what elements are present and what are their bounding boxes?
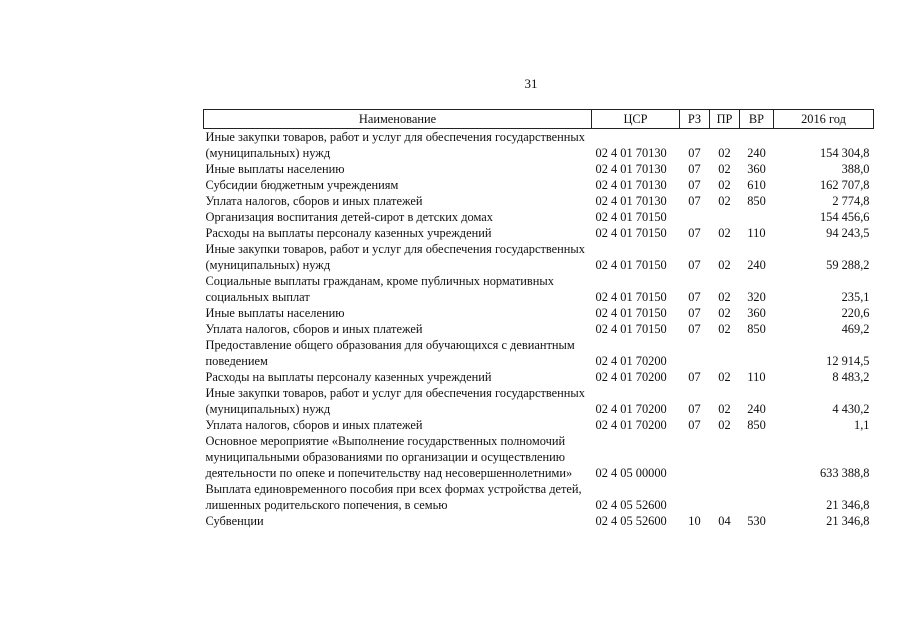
cell-vr: 360 <box>747 162 766 176</box>
cell-vr: 610 <box>747 178 766 192</box>
cell-pr: 02 <box>718 146 731 160</box>
cell-amount: 12 914,5 <box>826 354 870 368</box>
table-row <box>204 513 874 529</box>
cell-name: Организация воспитания детей-сирот в детских домах <box>205 210 493 224</box>
cell-amount: 388,0 <box>841 162 870 176</box>
cell-rz <box>680 337 710 369</box>
header-year: 2016 год <box>774 110 874 129</box>
cell-rz: 07 <box>688 194 701 208</box>
cell-name: Уплата налогов, сборов и иных платежей <box>205 322 423 336</box>
cell-rz <box>680 481 710 513</box>
cell-rz: 10 <box>688 514 701 528</box>
table-row <box>204 177 874 193</box>
cell-name: Социальные выплаты гражданам, кроме публичных нормативных социальных выплат <box>205 274 554 304</box>
table-row <box>204 321 874 337</box>
table-row <box>204 481 874 513</box>
cell-name: Субвенции <box>205 514 264 528</box>
cell-vr: 850 <box>747 194 766 208</box>
table-row <box>204 225 874 241</box>
cell-vr <box>740 481 774 513</box>
cell-rz: 07 <box>688 226 701 240</box>
cell-amount: 59 288,2 <box>826 258 870 272</box>
cell-rz: 07 <box>688 258 701 272</box>
cell-vr: 320 <box>747 290 766 304</box>
cell-amount: 4 430,2 <box>832 402 870 416</box>
cell-name: Иные выплаты населению <box>205 306 345 320</box>
cell-name: Иные закупки товаров, работ и услуг для обеспечения государственных (муниципальных) нужд <box>205 242 585 272</box>
cell-amount: 154 456,6 <box>819 210 870 224</box>
cell-pr: 02 <box>718 178 731 192</box>
cell-amount: 1,1 <box>854 418 870 432</box>
cell-rz: 07 <box>688 322 701 336</box>
cell-csr: 02 4 01 70200 <box>595 370 667 384</box>
cell-pr: 02 <box>718 418 731 432</box>
cell-vr: 240 <box>747 258 766 272</box>
cell-vr: 240 <box>747 402 766 416</box>
cell-name: Расходы на выплаты персоналу казенных учреждений <box>205 226 492 240</box>
cell-rz <box>680 209 710 225</box>
cell-vr <box>740 209 774 225</box>
table-row <box>204 305 874 321</box>
cell-pr: 02 <box>718 402 731 416</box>
cell-pr: 04 <box>718 514 731 528</box>
cell-pr: 02 <box>718 290 731 304</box>
cell-amount: 235,1 <box>841 290 870 304</box>
cell-pr <box>710 481 740 513</box>
cell-pr: 02 <box>718 226 731 240</box>
cell-csr: 02 4 01 70130 <box>595 194 667 208</box>
cell-csr: 02 4 01 70200 <box>595 402 667 416</box>
table-row <box>204 433 874 481</box>
cell-rz: 07 <box>688 290 701 304</box>
header-vr: ВР <box>740 110 774 129</box>
header-rz: РЗ <box>680 110 710 129</box>
cell-name: Иные выплаты населению <box>205 162 345 176</box>
table-body <box>204 129 874 530</box>
table-row <box>204 209 874 225</box>
cell-amount: 21 346,8 <box>826 514 870 528</box>
cell-csr: 02 4 01 70150 <box>595 306 667 320</box>
cell-csr: 02 4 01 70200 <box>595 418 667 432</box>
cell-name: Субсидии бюджетным учреждениям <box>205 178 399 192</box>
cell-pr: 02 <box>718 370 731 384</box>
cell-csr: 02 4 01 70130 <box>595 146 667 160</box>
table-row <box>204 273 874 305</box>
cell-csr: 02 4 01 70150 <box>595 226 667 240</box>
cell-amount: 2 774,8 <box>832 194 870 208</box>
cell-vr: 850 <box>747 418 766 432</box>
cell-pr: 02 <box>718 194 731 208</box>
table-row <box>204 417 874 433</box>
cell-rz: 07 <box>688 418 701 432</box>
cell-name: Расходы на выплаты персоналу казенных учреждений <box>205 370 492 384</box>
cell-csr: 02 4 05 52600 <box>595 498 667 512</box>
cell-rz: 07 <box>688 146 701 160</box>
cell-rz: 07 <box>688 306 701 320</box>
cell-pr <box>710 209 740 225</box>
cell-vr: 110 <box>747 370 766 384</box>
cell-name: Уплата налогов, сборов и иных платежей <box>205 418 423 432</box>
cell-amount: 94 243,5 <box>826 226 870 240</box>
cell-amount: 220,6 <box>841 306 870 320</box>
cell-name: Уплата налогов, сборов и иных платежей <box>205 194 423 208</box>
cell-amount: 21 346,8 <box>826 498 870 512</box>
cell-csr: 02 4 01 70200 <box>595 354 667 368</box>
header-csr: ЦСР <box>592 110 680 129</box>
table-row <box>204 129 874 162</box>
cell-vr <box>740 433 774 481</box>
cell-name: Иные закупки товаров, работ и услуг для обеспечения государственных (муниципальных) нужд <box>205 130 585 160</box>
cell-pr: 02 <box>718 258 731 272</box>
cell-name: Иные закупки товаров, работ и услуг для обеспечения государственных (муниципальных) нужд <box>205 386 585 416</box>
cell-vr <box>740 337 774 369</box>
cell-rz: 07 <box>688 178 701 192</box>
table-row <box>204 161 874 177</box>
cell-vr: 110 <box>747 226 766 240</box>
cell-rz: 07 <box>688 402 701 416</box>
header-pr: ПР <box>710 110 740 129</box>
table-row <box>204 337 874 369</box>
cell-rz: 07 <box>688 162 701 176</box>
page-number: 31 <box>524 76 538 91</box>
table-header-row <box>204 110 874 129</box>
cell-rz: 07 <box>688 370 701 384</box>
cell-vr: 850 <box>747 322 766 336</box>
cell-csr: 02 4 01 70150 <box>595 322 667 336</box>
cell-csr: 02 4 01 70150 <box>595 290 667 304</box>
budget-table <box>203 109 874 529</box>
cell-pr: 02 <box>718 322 731 336</box>
cell-pr <box>710 433 740 481</box>
cell-vr: 360 <box>747 306 766 320</box>
cell-name: Предоставление общего образования для обучающихся с девиантным поведением <box>205 338 575 368</box>
cell-csr: 02 4 01 70150 <box>595 258 667 272</box>
cell-pr: 02 <box>718 306 731 320</box>
table-row <box>204 193 874 209</box>
cell-name: Основное мероприятие «Выполнение государственных полномочий муниципальными образованиями по организации и осуществлению деятельности по опеке и попечительству над несовершеннолетними» <box>205 434 573 480</box>
cell-amount: 162 707,8 <box>819 178 870 192</box>
budget-table-container <box>203 109 873 529</box>
cell-amount: 8 483,2 <box>832 370 870 384</box>
cell-csr: 02 4 01 70130 <box>595 178 667 192</box>
cell-csr: 02 4 01 70130 <box>595 162 667 176</box>
cell-amount: 154 304,8 <box>819 146 870 160</box>
cell-amount: 469,2 <box>841 322 870 336</box>
cell-rz <box>680 433 710 481</box>
cell-vr: 240 <box>747 146 766 160</box>
cell-name: Выплата единовременного пособия при всех формах устройства детей, лишенных родительского попечения, в семью <box>205 482 582 512</box>
cell-csr: 02 4 05 00000 <box>595 466 667 480</box>
cell-csr: 02 4 01 70150 <box>595 210 667 224</box>
table-row <box>204 385 874 417</box>
cell-vr: 530 <box>747 514 766 528</box>
cell-amount: 633 388,8 <box>819 466 870 480</box>
cell-pr: 02 <box>718 162 731 176</box>
header-name: Наименование <box>204 110 592 129</box>
table-row <box>204 241 874 273</box>
cell-pr <box>710 337 740 369</box>
table-row <box>204 369 874 385</box>
cell-csr: 02 4 05 52600 <box>595 514 667 528</box>
